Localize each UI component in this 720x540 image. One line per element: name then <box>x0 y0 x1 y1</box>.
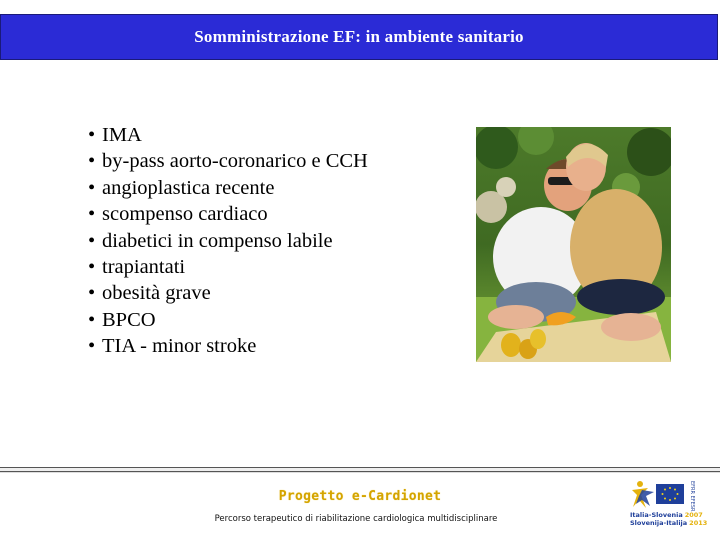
footer-project-title: Progetto e-Cardionet <box>278 489 442 504</box>
bullet-item: • BPCO <box>88 308 156 331</box>
couple-picnic-photo <box>476 127 671 362</box>
bullet-item: • angioplastica recente <box>88 176 275 199</box>
logo-vertical-text: EFRR EFESR <box>689 481 695 512</box>
bullet-item: • obesità grave <box>88 282 211 305</box>
bullet-item: • diabetici in compenso labile <box>88 229 333 252</box>
bullet-item: • by-pass aorto-coronarico e CCH <box>88 150 368 173</box>
bullet-item: • trapiantati <box>88 256 186 279</box>
bullet-item: • TIA - minor stroke <box>88 335 257 358</box>
bullet-item: • IMA <box>88 124 142 146</box>
svg-text:Slovenija-Italija2013: Slovenija-Italija 2013 <box>630 519 708 527</box>
footer-divider <box>0 467 720 473</box>
bullet-list <box>88 122 368 360</box>
bullet-item: • scompenso cardiaco <box>88 203 268 226</box>
italia-slovenia-logo-icon <box>628 478 712 528</box>
svg-text:Italia-Slovenia2007: Italia-Slovenia 2007 <box>630 511 703 519</box>
slide-title: Somministrazione EF: in ambiente sanitario <box>194 27 524 46</box>
slide-title-bar <box>0 14 718 60</box>
footer-subtitle: Percorso terapeutico di riabilitazione cardiologica multidisciplinare <box>214 514 498 524</box>
